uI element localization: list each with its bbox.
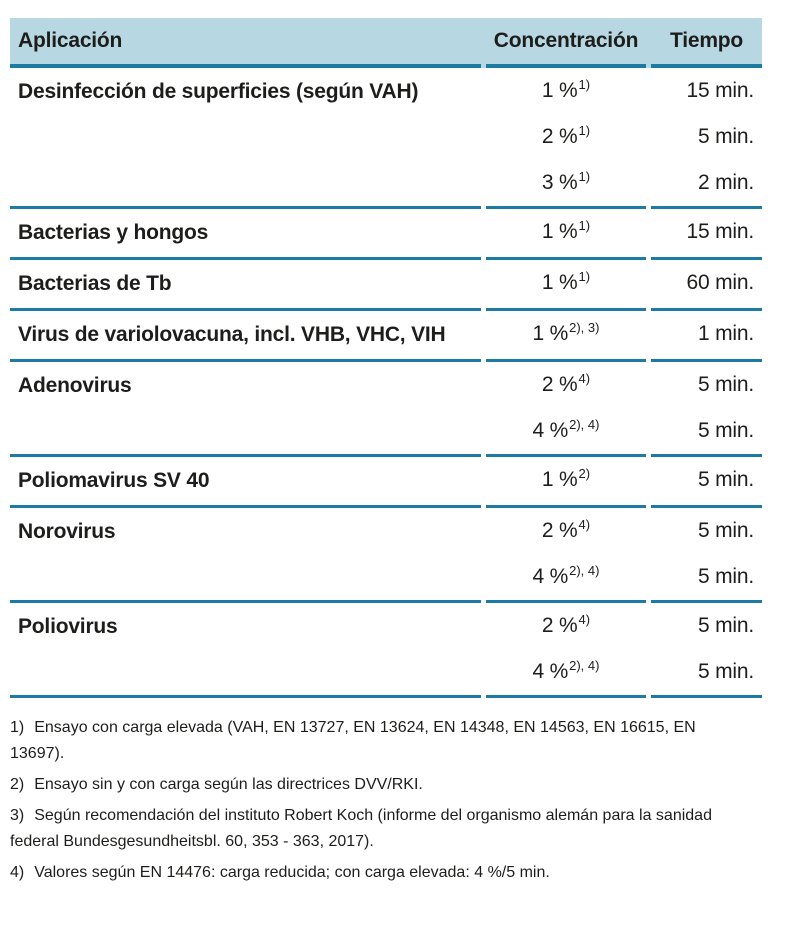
concentration-value	[486, 457, 646, 503]
footnote-marker: 4)	[10, 864, 25, 881]
concentration-base: 1 %	[541, 79, 578, 102]
concentration-superscript: 4)	[578, 516, 591, 532]
time-cell	[651, 68, 762, 209]
time-cell	[651, 508, 762, 603]
concentration-cell	[486, 457, 646, 508]
table-header-row	[10, 18, 762, 68]
time-value: 1 min.	[698, 322, 754, 345]
concentration-superscript: 2)	[578, 465, 591, 481]
table-row-group	[10, 209, 762, 260]
concentration-value	[486, 311, 646, 357]
concentration-superscript: 1)	[578, 168, 591, 184]
concentration-superscript: 4)	[578, 370, 591, 386]
footnote-text: Ensayo con carga elevada (VAH, EN 13727, EN 13624, EN 14348, EN 14563, EN 16615, EN 13697).	[10, 719, 696, 762]
concentration-cell	[486, 68, 646, 209]
concentration-value	[486, 114, 646, 160]
concentration-value	[486, 260, 646, 306]
concentration-base: 3 %	[541, 171, 578, 194]
column-header-aplicacion: Aplicación	[10, 18, 481, 68]
concentration-superscript: 2), 4)	[569, 562, 600, 578]
concentration-cell	[486, 209, 646, 260]
concentration-superscript: 2), 4)	[569, 657, 600, 673]
concentration-value	[486, 408, 646, 454]
footnote-text: Valores según EN 14476: carga reducida; con carga elevada: 4 %/5 min.	[34, 864, 550, 881]
table-row-group	[10, 603, 762, 698]
footnote-marker: 2)	[10, 776, 25, 793]
application-cell: Virus de variolovacuna, incl. VHB, VHC, VIH	[10, 311, 481, 362]
concentration-base: 2 %	[541, 519, 578, 542]
time-value: 5 min.	[698, 468, 754, 491]
footnote-1	[10, 715, 752, 767]
application-cell: Desinfección de superficies (según VAH)	[10, 68, 481, 209]
concentration-value	[486, 649, 646, 695]
concentration-value	[486, 554, 646, 600]
concentration-superscript: 2), 4)	[569, 416, 600, 432]
footnotes-section	[10, 715, 752, 886]
time-value: 15 min.	[686, 79, 754, 102]
concentration-value	[486, 508, 646, 554]
concentration-base: 1 %	[532, 322, 569, 345]
concentration-value	[486, 160, 646, 206]
concentration-cell	[486, 508, 646, 603]
footnote-marker: 3)	[10, 807, 25, 824]
footnote-text: Ensayo sin y con carga según las directrices DVV/RKI.	[34, 776, 423, 793]
concentration-superscript: 2), 3)	[569, 319, 600, 335]
concentration-value	[486, 209, 646, 255]
table-row-group	[10, 508, 762, 603]
concentration-superscript: 1)	[578, 76, 591, 92]
concentration-base: 1 %	[541, 468, 578, 491]
time-cell	[651, 457, 762, 508]
concentration-base: 4 %	[532, 565, 569, 588]
application-cell: Poliomavirus SV 40	[10, 457, 481, 508]
concentration-cell	[486, 260, 646, 311]
table-row-group	[10, 68, 762, 209]
time-value: 5 min.	[698, 519, 754, 542]
time-value: 5 min.	[698, 373, 754, 396]
concentration-superscript: 1)	[578, 268, 591, 284]
footnote-2	[10, 772, 752, 798]
footnote-3	[10, 803, 752, 855]
time-value: 5 min.	[698, 614, 754, 637]
time-value: 5 min.	[698, 565, 754, 588]
concentration-superscript: 4)	[578, 611, 591, 627]
concentration-value	[486, 68, 646, 114]
concentration-superscript: 1)	[578, 122, 591, 138]
concentration-base: 1 %	[541, 271, 578, 294]
table-row-group	[10, 260, 762, 311]
time-cell	[651, 311, 762, 362]
application-cell: Norovirus	[10, 508, 481, 603]
concentration-cell	[486, 603, 646, 698]
concentration-value	[486, 362, 646, 408]
application-cell: Bacterias y hongos	[10, 209, 481, 260]
footnote-marker: 1)	[10, 719, 25, 736]
application-cell: Bacterias de Tb	[10, 260, 481, 311]
application-cell: Adenovirus	[10, 362, 481, 457]
table-row-group	[10, 362, 762, 457]
concentration-superscript: 1)	[578, 217, 591, 233]
time-value: 15 min.	[686, 220, 754, 243]
time-cell	[651, 260, 762, 311]
concentration-cell	[486, 362, 646, 457]
datasheet-page	[0, 18, 800, 932]
time-value: 5 min.	[698, 419, 754, 442]
table-row-group	[10, 457, 762, 508]
concentration-base: 2 %	[541, 614, 578, 637]
column-header-tiempo: Tiempo	[651, 18, 762, 68]
footnote-text: Según recomendación del instituto Robert Koch (informe del organismo alemán para la sanidad federal Bundesgesundheitsbl. 60, 353 - 363, 2017).	[10, 807, 712, 850]
table-row-group	[10, 311, 762, 362]
column-header-concentracion: Concentración	[486, 18, 646, 68]
concentration-value	[486, 603, 646, 649]
concentration-cell	[486, 311, 646, 362]
time-value: 5 min.	[698, 125, 754, 148]
concentration-base: 2 %	[541, 125, 578, 148]
time-cell	[651, 603, 762, 698]
application-table	[10, 18, 762, 698]
time-value: 2 min.	[698, 171, 754, 194]
time-value: 5 min.	[698, 660, 754, 683]
concentration-base: 1 %	[541, 220, 578, 243]
footnote-4	[10, 860, 752, 886]
concentration-base: 4 %	[532, 660, 569, 683]
table-body	[10, 68, 762, 698]
concentration-base: 4 %	[532, 419, 569, 442]
time-cell	[651, 362, 762, 457]
time-value: 60 min.	[686, 271, 754, 294]
application-cell: Poliovirus	[10, 603, 481, 698]
concentration-base: 2 %	[541, 373, 578, 396]
time-cell	[651, 209, 762, 260]
